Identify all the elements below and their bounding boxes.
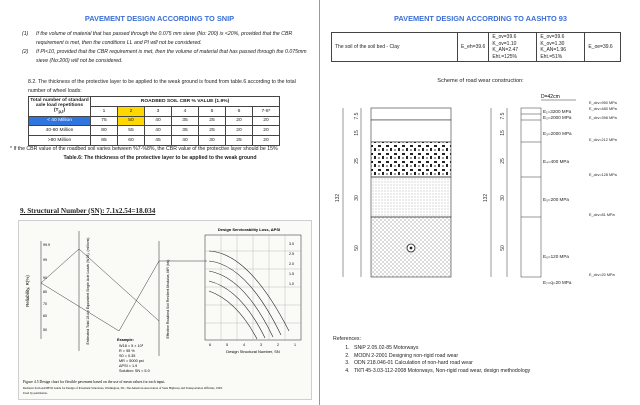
note-number: (2) <box>22 49 29 55</box>
references <box>333 336 633 375</box>
dim-label: 7.5 <box>354 112 360 120</box>
dim-label: 7.5 <box>500 112 506 120</box>
pivot-line <box>119 261 159 331</box>
table-row <box>29 136 280 146</box>
example-line: MR = 5000 psi <box>119 359 144 363</box>
table-cell: 40 <box>145 126 172 136</box>
reliability-tick: 70 <box>43 302 47 306</box>
cbr-table <box>28 96 280 146</box>
table-row <box>332 33 621 62</box>
table-row <box>29 116 280 126</box>
sn-axis-label: Design Structural Number, SN <box>226 349 280 354</box>
modulus-label: E₅=200 MPa <box>543 197 569 202</box>
sn-tick: 2 <box>277 343 279 347</box>
figure-caption: Figure 4.5 Design chart for flexible pavement based on the use of mean values for each input. <box>23 380 166 384</box>
table-cell: 35 <box>172 126 199 136</box>
modulus-label: E₇=q=20 MPa <box>543 280 572 285</box>
table-cell: 85 <box>91 136 118 146</box>
references-title: References: <box>333 336 361 342</box>
psi-label: 2.0 <box>289 262 294 266</box>
dim-label: 25 <box>354 158 360 164</box>
table-cell-group: E_ov=39.6 K_ov=1.10 K_AN=2.47 Eht.=125% <box>489 33 537 62</box>
equivalent-modulus-label: E_ckv=81 MPa <box>589 213 615 217</box>
total-depth-label: 132 <box>335 193 341 203</box>
row-label: 40-80 Million <box>29 126 91 136</box>
w18-label: Estimated Total 18-kip Equivalent Single Axle Loads (W18), (millions) <box>86 237 90 345</box>
table-footnote: * If the CBR value of the roadbed soil varies between %7-%8%, the CBR value of the protective layer should be 15% <box>10 146 278 152</box>
modulus-label: E₂=2000 MPa <box>543 115 572 120</box>
example-line: W18 = 5 × 10⁶ <box>119 344 144 348</box>
row-label-highlighted: < 40 Million <box>29 116 91 126</box>
table-cell: 25 <box>226 136 253 146</box>
equivalent-modulus-label: E_ckv=20 MPa <box>589 273 615 277</box>
example-line: S0 = 0.35 <box>119 354 136 358</box>
references-list <box>351 345 633 375</box>
soil-label: The soil of the soil bed - Clay <box>332 33 458 62</box>
equivalent-modulus-label: E_ckv=480 MPa <box>589 107 617 111</box>
sn-tick: 1 <box>294 343 296 347</box>
table-cell: 60 <box>118 136 145 146</box>
modulus-label: E₁=3200 MPa <box>543 109 572 114</box>
equivalent-modulus-label: E_ckv=128 MPa <box>589 173 617 177</box>
column-header: 6 <box>226 106 253 116</box>
reliability-tick: 60 <box>43 314 47 318</box>
nomograph-chart <box>19 221 313 401</box>
notes-list <box>22 30 310 66</box>
road-wear-scheme <box>321 88 640 306</box>
table-cell: 40 <box>145 116 172 126</box>
dim-label: 30 <box>500 195 506 201</box>
sn-tick: 6 <box>209 343 211 347</box>
note-item <box>22 48 310 66</box>
table-cell: E_oe=39.6 <box>585 33 621 62</box>
cross-section-left <box>371 108 451 277</box>
pivot-line <box>41 283 119 331</box>
table-cell: 25 <box>199 116 226 126</box>
equivalent-modulus-label: E_ckv=212 MPa <box>589 138 617 142</box>
figure-source: Redrawn from AASHTO Guide for Design of Pavement Structures, Washington, DC, The American Association of State Highway and Transportation Officials, 1993. <box>23 386 223 390</box>
example-line: Solution: SN = 5.0 <box>119 369 150 373</box>
reliability-tick: 99.9 <box>43 243 50 247</box>
table-cell: 75 <box>91 116 118 126</box>
psi-curve <box>209 291 257 339</box>
table-cell: 55 <box>118 126 145 136</box>
table-cell: 20 <box>226 126 253 136</box>
table-cell: 45 <box>145 136 172 146</box>
reliability-label: Reliability, R(%) <box>25 275 30 307</box>
reliability-tick: 80 <box>43 290 47 294</box>
reliability-tick: 99 <box>43 258 47 262</box>
dim-label: 50 <box>354 245 360 251</box>
note-number: (1) <box>22 31 29 37</box>
example-line: R = 95 % <box>119 349 135 353</box>
sn-tick: 4 <box>243 343 245 347</box>
structural-number-heading: 9. Structural Number (SN): 7.1x2.54=18.034 <box>20 207 156 215</box>
reference-item: 1. SNiP 2.05.02-85 Motorways <box>351 345 633 352</box>
column-header: 4 <box>172 106 199 116</box>
column-header: 1 <box>91 106 118 116</box>
soil-parameters-table <box>331 32 621 62</box>
psi-label: 3.0 <box>289 242 294 246</box>
table-caption: Table.6: The thickness of the protective layer to be applied to the weak ground <box>63 155 257 161</box>
psi-label: 2.5 <box>289 252 294 256</box>
reference-item: 4. ТКП 45-3.03-112-2008 Motorways, Non-rigid road wear, design methodology <box>351 368 633 375</box>
table-cell: 20 <box>226 116 253 126</box>
row-label: >80 Million <box>29 136 91 146</box>
note-text: If the volume of material that has passed through the 0.075 mm sieve (No: 200) is <20%, provided that the CBR requirement is met, then the conditions LL and PI will not be considered. <box>36 31 293 46</box>
table-cell: 20 <box>253 126 280 136</box>
pivot-line <box>79 249 159 321</box>
cross-section-right <box>521 100 576 277</box>
column-header-highlighted: 2 <box>118 106 145 116</box>
table-cell-group: E_ov=39.6 K_ov=1.30 K_AN=1.96 Eht.=51% <box>537 33 585 62</box>
dim-label: 30 <box>354 195 360 201</box>
column-header: 7-8* <box>253 106 280 116</box>
psi-label: 1.5 <box>289 272 294 276</box>
reference-item: 3. ODN 218.046-01 Calculation of non-hard road wear <box>351 360 633 367</box>
table-header-cbr: ROADBED SOIL CBR % VALUE (1.9%) <box>91 97 280 107</box>
dim-label: 50 <box>500 245 506 251</box>
table-cell: 40 <box>172 136 199 146</box>
d-label: D=42cm <box>541 94 560 100</box>
right-page <box>321 0 640 405</box>
example-title: Example: <box>117 338 134 342</box>
table-cell: 20 <box>253 116 280 126</box>
aashto-nomograph-figure <box>18 220 312 400</box>
modulus-label: E₄=400 MPa <box>543 159 570 164</box>
table-header-load: Total number of standard axle load repetitions $(T_{p,t})$ <box>30 98 89 115</box>
equivalent-modulus-label: E_ckv=398 MPa <box>589 116 617 120</box>
reliability-tick: 90 <box>43 276 47 280</box>
left-page-title: PAVEMENT DESIGN ACCORDING TO SNIP <box>84 14 235 23</box>
sn-tick: 3 <box>260 343 262 347</box>
mr-label: Effective Roadbed Soil Resilient Modulus, MR (ksi) <box>166 259 170 339</box>
table-cell: 80 <box>91 126 118 136</box>
scheme-title: Scheme of road wear construction: <box>437 78 524 84</box>
column-header: 3 <box>145 106 172 116</box>
right-page-title: PAVEMENT DESIGN ACCORDING TO AASHTO 93 <box>393 14 567 23</box>
total-depth-label: 132 <box>483 193 489 203</box>
reference-item: 2. MODN 2-2001 Designing non-rigid road wear <box>351 353 633 360</box>
table-cell: 30 <box>199 136 226 146</box>
note-item <box>22 30 310 48</box>
table-row <box>29 126 280 136</box>
design-loss-title: Design Serviceability Loss, ΔPSI <box>217 227 281 232</box>
psi-label: 1.0 <box>289 282 294 286</box>
table-cell: E_eh=39.6 <box>458 33 489 62</box>
dim-label: 15 <box>500 130 506 136</box>
modulus-label: E₆=120 MPa <box>543 254 569 259</box>
table-cell-highlighted: 50 <box>118 116 145 126</box>
figure-source: Used by permission. <box>23 391 48 395</box>
modulus-label: E₃=2000 MPa <box>543 131 572 136</box>
column-header: 5 <box>199 106 226 116</box>
table-cell: 25 <box>199 126 226 136</box>
equivalent-modulus-label: E_ckv=950 MPa <box>589 101 617 105</box>
example-line: ΔPSI = 1.9 <box>119 364 138 368</box>
table-cell: 20 <box>253 136 280 146</box>
note-text: If PI<10, provided that the CBR requirement is met, then the volume of material that has passed through the 0.075mm sieve (No:200) will not be considered. <box>36 49 307 64</box>
sn-tick: 5 <box>226 343 228 347</box>
pivot-line <box>41 249 79 283</box>
dim-label: 15 <box>354 130 360 136</box>
table-cell: 35 <box>172 116 199 126</box>
dim-label: 25 <box>500 158 506 164</box>
section-paragraph: 8.2. The thickness of the protective layer to be applied to the weak ground is found from table.6 according to the total number of wheel loads: <box>28 79 296 94</box>
reliability-tick: 50 <box>43 328 47 332</box>
